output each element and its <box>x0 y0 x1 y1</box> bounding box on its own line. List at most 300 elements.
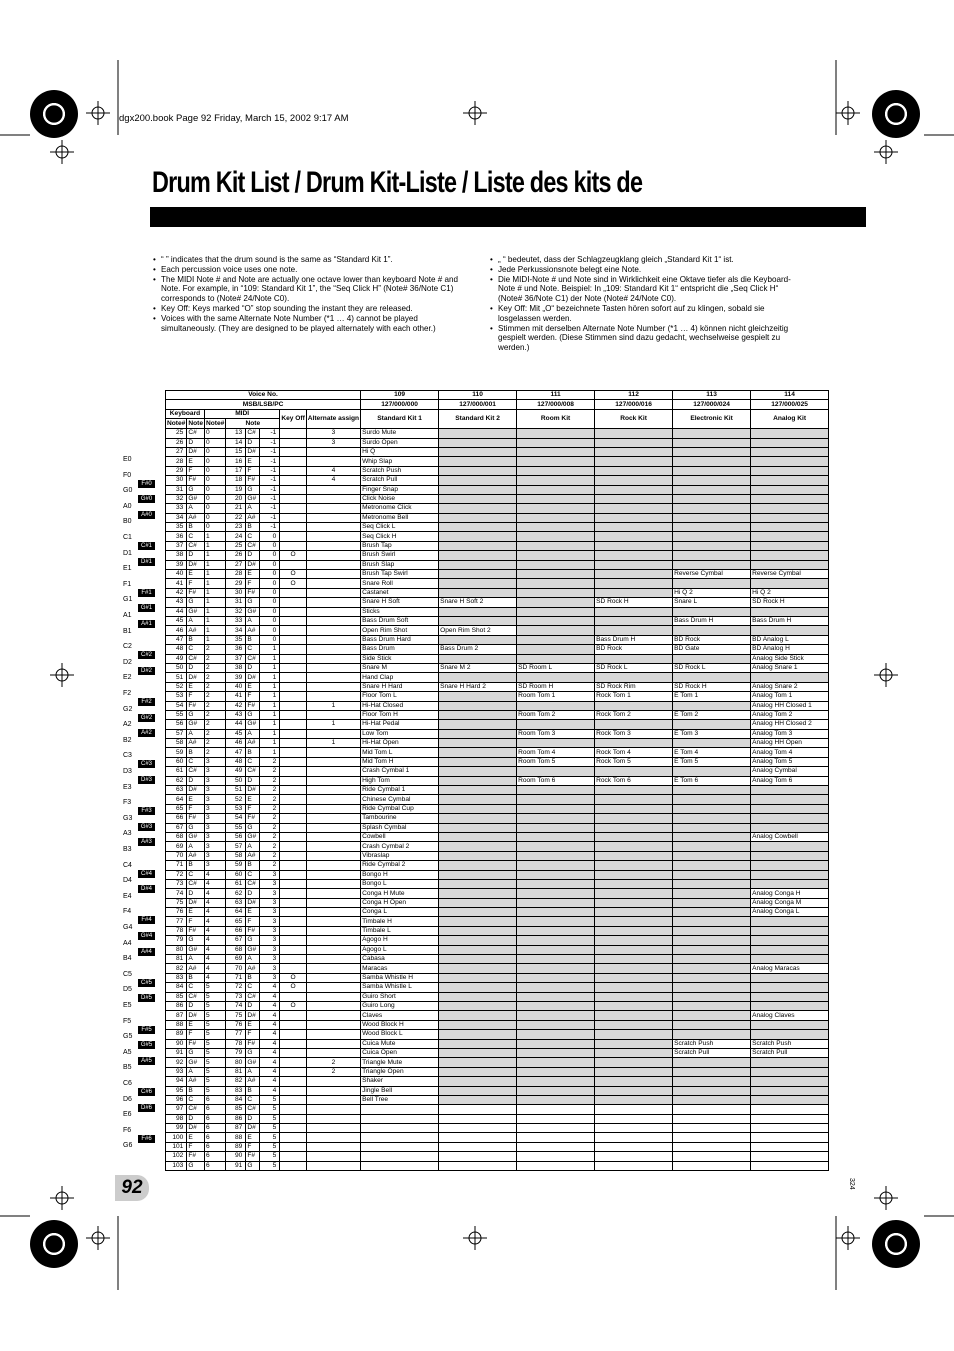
white-key-label: B1 <box>123 627 132 635</box>
table-cell <box>306 1002 360 1011</box>
kit-voice <box>439 786 517 795</box>
kit-voice <box>673 908 751 917</box>
white-key-label: F5 <box>123 1017 132 1025</box>
kit-voice <box>751 466 829 475</box>
kit-voice <box>439 964 517 973</box>
kit-voice: Snare L <box>673 598 751 607</box>
note-item: • Key Off: Mit „O“ bezeichnete Tasten hören sofort auf zu klingen, sobald sie losgelassen werden. <box>490 304 800 324</box>
white-key-label: D3 <box>123 768 132 775</box>
table-cell: 3 <box>204 823 225 832</box>
kit-voice <box>439 476 517 485</box>
table-cell: 92 <box>166 1058 187 1067</box>
kit-voice <box>439 767 517 776</box>
table-cell <box>306 917 360 926</box>
table-cell <box>280 1039 306 1048</box>
kit-109-voice: Bongo H <box>361 870 439 879</box>
table-cell: 56 <box>166 720 187 729</box>
note-label: Note <box>226 419 280 429</box>
table-cell: F <box>246 466 260 475</box>
kit-voice <box>673 429 751 438</box>
kit-voice <box>439 1039 517 1048</box>
table-cell <box>306 485 360 494</box>
table-cell: 58 <box>226 851 246 860</box>
table-cell: E <box>187 570 205 579</box>
white-key-label: B0 <box>123 518 132 526</box>
table-row <box>166 748 829 757</box>
kit-109-voice: Whip Slap <box>361 457 439 466</box>
table-cell <box>280 635 306 644</box>
table-cell: 2 <box>204 739 225 748</box>
kit-voice <box>673 964 751 973</box>
table-cell <box>306 842 360 851</box>
table-cell: 5 <box>260 1142 280 1151</box>
kit-voice <box>595 673 673 682</box>
kit-voice <box>439 504 517 513</box>
black-key-label: A#3 <box>138 838 155 846</box>
table-cell: 89 <box>226 1142 246 1151</box>
table-cell <box>306 523 360 532</box>
kit-voice: Scratch Pull <box>673 1048 751 1057</box>
table-cell: 4 <box>260 983 280 992</box>
kit-voice <box>751 1133 829 1142</box>
white-key-label: D4 <box>123 877 132 885</box>
table-row <box>166 823 829 832</box>
table-cell <box>280 1105 306 1114</box>
table-cell: 28 <box>226 570 246 579</box>
table-cell: 2 <box>204 645 225 654</box>
kit-voice: E Tom 6 <box>673 776 751 785</box>
table-cell <box>306 926 360 935</box>
table-cell: 0 <box>204 523 225 532</box>
table-row <box>166 1124 829 1133</box>
table-cell: 4 <box>204 955 225 964</box>
table-cell: 4 <box>260 1048 280 1057</box>
kit-voice <box>673 541 751 550</box>
kit-voice <box>673 823 751 832</box>
table-cell: 1 <box>204 607 225 616</box>
table-row <box>166 457 829 466</box>
table-cell: D# <box>246 786 260 795</box>
kit-voice <box>673 447 751 456</box>
kit-voice <box>517 438 595 447</box>
kit-voice <box>439 1105 517 1114</box>
table-row <box>166 1114 829 1123</box>
table-cell: 3 <box>260 973 280 982</box>
kit-109-voice: Bass Drum <box>361 645 439 654</box>
notes-english <box>153 255 463 333</box>
table-cell: D <box>187 551 205 560</box>
table-cell <box>280 917 306 926</box>
kit-voice <box>517 532 595 541</box>
kit-voice <box>517 832 595 841</box>
kit-voice <box>751 429 829 438</box>
table-row <box>166 832 829 841</box>
kit-109-voice: Chinese Cymbal <box>361 795 439 804</box>
table-cell: 16 <box>226 457 246 466</box>
kit-voice: Snare H Soft 2 <box>439 598 517 607</box>
table-cell: 4 <box>260 1086 280 1095</box>
table-row <box>166 795 829 804</box>
table-cell: 3 <box>204 804 225 813</box>
kit-voice <box>517 598 595 607</box>
table-cell: 3 <box>260 955 280 964</box>
white-key-label: F4 <box>123 908 132 916</box>
kit-voice <box>751 541 829 550</box>
kit-voice <box>751 504 829 513</box>
table-cell: 5 <box>260 1124 280 1133</box>
table-row <box>166 767 829 776</box>
kit-voice <box>517 1124 595 1133</box>
table-cell <box>306 560 360 569</box>
table-cell: 91 <box>166 1048 187 1057</box>
kit-voice: Rock Tom 1 <box>595 692 673 701</box>
black-key-label: A#5 <box>138 1057 155 1065</box>
kit-109-voice: Crash Cymbal 1 <box>361 767 439 776</box>
kit-voice <box>751 842 829 851</box>
kit-109-voice: Tambourine <box>361 814 439 823</box>
table-cell: F# <box>246 476 260 485</box>
table-cell: 40 <box>166 570 187 579</box>
kit-voice: Room Tom 3 <box>517 729 595 738</box>
kit-voice <box>517 1161 595 1170</box>
table-cell: 52 <box>226 795 246 804</box>
table-cell <box>306 1105 360 1114</box>
table-cell: 58 <box>166 739 187 748</box>
kit-voice <box>595 983 673 992</box>
kit-109-voice: Low Tom <box>361 729 439 738</box>
white-key-label: A0 <box>123 502 132 510</box>
kit-voice <box>439 955 517 964</box>
table-cell: F <box>246 579 260 588</box>
kit-voice <box>673 983 751 992</box>
table-cell: 2 <box>260 767 280 776</box>
table-cell: 1 <box>260 748 280 757</box>
kit-voice <box>439 748 517 757</box>
table-cell: 2 <box>260 795 280 804</box>
table-cell: D# <box>246 898 260 907</box>
table-cell: F# <box>246 1152 260 1161</box>
page-title: Drum Kit List / Drum Kit-Liste / Liste des kits de <box>152 166 643 199</box>
table-cell: D <box>187 663 205 672</box>
kit-109-voice <box>361 1124 439 1133</box>
table-cell: 3 <box>260 889 280 898</box>
table-cell: 0 <box>260 598 280 607</box>
table-cell <box>306 1152 360 1161</box>
table-cell: A <box>187 504 205 513</box>
kit-voice <box>439 588 517 597</box>
kit-109-voice: Hi-Hat Closed <box>361 701 439 710</box>
table-cell <box>306 551 360 560</box>
kit-voice <box>517 607 595 616</box>
kit-109-voice: Hand Clap <box>361 673 439 682</box>
table-cell: 53 <box>226 804 246 813</box>
kit-voice <box>595 1105 673 1114</box>
table-row <box>166 945 829 954</box>
table-row <box>166 635 829 644</box>
table-cell: E <box>187 1020 205 1029</box>
white-key-label: C4 <box>123 861 132 869</box>
kit-voice: Rock Tom 6 <box>595 776 673 785</box>
table-cell: 3 <box>260 926 280 935</box>
table-cell: 49 <box>226 767 246 776</box>
table-cell: F# <box>246 926 260 935</box>
kit-voice <box>439 926 517 935</box>
kit-voice: SD Room L <box>517 663 595 672</box>
kit-voice <box>517 504 595 513</box>
kit-voice <box>517 842 595 851</box>
table-cell: 3 <box>204 861 225 870</box>
table-cell: B <box>187 748 205 757</box>
table-cell: 6 <box>204 1124 225 1133</box>
kit-voice <box>751 795 829 804</box>
kit-voice <box>439 1020 517 1029</box>
table-cell <box>280 1058 306 1067</box>
table-cell: 70 <box>166 851 187 860</box>
kit-109-voice: Cabasa <box>361 955 439 964</box>
kit-number: 113 <box>673 391 751 400</box>
table-cell: -1 <box>260 494 280 503</box>
table-cell: 0 <box>204 476 225 485</box>
table-cell: 5 <box>204 1086 225 1095</box>
table-cell: 5 <box>260 1161 280 1170</box>
table-row <box>166 898 829 907</box>
table-cell: 14 <box>226 438 246 447</box>
kit-voice <box>595 551 673 560</box>
table-cell: 84 <box>226 1095 246 1104</box>
kit-voice <box>673 1058 751 1067</box>
table-cell: E <box>187 682 205 691</box>
table-cell <box>306 973 360 982</box>
kit-109-voice: Cuica Mute <box>361 1039 439 1048</box>
kit-voice <box>673 1086 751 1095</box>
kit-voice <box>595 701 673 710</box>
table-cell: 1 <box>260 645 280 654</box>
kit-109-voice: Triangle Open <box>361 1067 439 1076</box>
table-cell: 1 <box>260 673 280 682</box>
kit-voice <box>439 814 517 823</box>
kit-voice <box>751 1152 829 1161</box>
table-cell: 70 <box>226 964 246 973</box>
table-cell: 86 <box>166 1002 187 1011</box>
table-cell: F# <box>246 588 260 597</box>
kit-voice: SD Rock H <box>595 598 673 607</box>
table-row <box>166 616 829 625</box>
table-cell: E <box>246 1133 260 1142</box>
kit-109-voice: Cowbell <box>361 832 439 841</box>
table-row <box>166 1048 829 1057</box>
table-cell: 3 <box>260 870 280 879</box>
table-cell: 0 <box>260 626 280 635</box>
kit-voice <box>751 476 829 485</box>
table-cell: A# <box>246 626 260 635</box>
kit-voice <box>751 1020 829 1029</box>
table-cell: A# <box>187 964 205 973</box>
table-cell: B <box>246 523 260 532</box>
kit-voice <box>751 457 829 466</box>
table-cell: 2 <box>204 663 225 672</box>
kit-voice <box>673 607 751 616</box>
table-cell <box>280 532 306 541</box>
kit-voice <box>751 973 829 982</box>
kit-voice <box>439 485 517 494</box>
table-cell: 63 <box>226 898 246 907</box>
table-cell: 26 <box>166 438 187 447</box>
kit-voice: Analog Tom 5 <box>751 757 829 766</box>
kit-voice <box>517 447 595 456</box>
kit-voice <box>595 964 673 973</box>
kit-voice <box>517 879 595 888</box>
table-cell <box>306 936 360 945</box>
table-row <box>166 447 829 456</box>
table-row <box>166 494 829 503</box>
table-cell: 17 <box>226 466 246 475</box>
table-cell: A# <box>187 626 205 635</box>
table-cell <box>280 429 306 438</box>
table-cell <box>280 964 306 973</box>
kit-109-voice: Wood Block H <box>361 1020 439 1029</box>
table-cell: 39 <box>226 673 246 682</box>
white-key-label: G2 <box>123 705 133 713</box>
table-cell: 4 <box>204 945 225 954</box>
kit-109-voice: Samba Whistle H <box>361 973 439 982</box>
kit-voice: Hi Q 2 <box>673 588 751 597</box>
table-cell: 28 <box>166 457 187 466</box>
table-cell: G <box>187 710 205 719</box>
kit-109-voice <box>361 1114 439 1123</box>
table-cell: B <box>187 861 205 870</box>
table-cell <box>306 1086 360 1095</box>
table-row <box>166 870 829 879</box>
kit-voice <box>751 1161 829 1170</box>
white-key-label: C1 <box>123 534 132 541</box>
table-cell: 3 <box>204 776 225 785</box>
kit-voice <box>517 673 595 682</box>
table-cell <box>306 1133 360 1142</box>
table-cell: 4 <box>204 870 225 879</box>
kit-voice <box>439 1142 517 1151</box>
kit-voice <box>751 626 829 635</box>
table-cell: A <box>246 842 260 851</box>
table-row <box>166 1105 829 1114</box>
table-cell: 1 <box>204 626 225 635</box>
kit-voice <box>439 945 517 954</box>
kit-voice <box>751 438 829 447</box>
table-row <box>166 983 829 992</box>
white-key-label: A4 <box>123 939 132 947</box>
table-cell <box>280 494 306 503</box>
kit-voice <box>673 889 751 898</box>
table-cell: 57 <box>166 729 187 738</box>
table-cell: E <box>246 795 260 804</box>
table-cell: 88 <box>166 1020 187 1029</box>
table-cell: E <box>187 908 205 917</box>
black-key-label: F#4 <box>138 916 155 924</box>
table-cell <box>280 786 306 795</box>
white-key-label: G5 <box>123 1033 133 1041</box>
table-cell: C <box>187 870 205 879</box>
table-cell: C# <box>187 879 205 888</box>
table-cell: 1 <box>204 570 225 579</box>
kit-voice <box>439 1086 517 1095</box>
table-cell <box>306 692 360 701</box>
kit-109-voice: Sticks <box>361 607 439 616</box>
table-cell: G# <box>246 832 260 841</box>
kit-number: 110 <box>439 391 517 400</box>
white-key-label: E4 <box>123 892 132 900</box>
kit-voice <box>517 466 595 475</box>
kit-voice <box>439 429 517 438</box>
kit-voice <box>439 757 517 766</box>
table-cell <box>306 776 360 785</box>
kit-voice: Rock Tom 2 <box>595 710 673 719</box>
table-cell: G <box>187 598 205 607</box>
white-key-label: C2 <box>123 643 132 651</box>
table-cell <box>280 992 306 1001</box>
table-cell: G <box>246 936 260 945</box>
table-cell: -1 <box>260 523 280 532</box>
kit-voice <box>751 513 829 522</box>
note-item: • Each percussion voice uses one note. <box>153 265 463 275</box>
kit-voice <box>595 1133 673 1142</box>
table-cell <box>280 645 306 654</box>
table-row <box>166 1152 829 1161</box>
table-cell: 3 <box>260 936 280 945</box>
table-row <box>166 1161 829 1170</box>
kit-voice <box>517 1095 595 1104</box>
table-cell: 60 <box>166 757 187 766</box>
white-key-label: A2 <box>123 721 132 729</box>
kit-109-voice: Hi Q <box>361 447 439 456</box>
msb-label: MSB/LSB/PC <box>166 400 361 409</box>
black-key-label: G#2 <box>138 714 155 722</box>
table-cell: 95 <box>166 1086 187 1095</box>
kit-voice <box>673 832 751 841</box>
table-cell: C# <box>187 541 205 550</box>
table-cell: 0 <box>204 438 225 447</box>
table-cell: 2 <box>260 804 280 813</box>
kit-voice <box>751 945 829 954</box>
white-key-label: C6 <box>123 1080 132 1087</box>
table-cell: 38 <box>226 663 246 672</box>
kit-voice <box>673 1002 751 1011</box>
kit-voice <box>439 438 517 447</box>
table-cell <box>280 1048 306 1057</box>
kit-voice <box>673 476 751 485</box>
table-cell: 61 <box>226 879 246 888</box>
table-cell: D# <box>246 447 260 456</box>
table-cell: 21 <box>226 504 246 513</box>
kit-name: Rock Kit <box>595 409 673 428</box>
table-cell: D <box>246 551 260 560</box>
table-cell: 3 <box>204 786 225 795</box>
table-cell <box>280 795 306 804</box>
table-cell <box>306 570 360 579</box>
kit-voice <box>673 879 751 888</box>
table-cell: 62 <box>226 889 246 898</box>
white-key-label: C5 <box>123 970 132 978</box>
kit-voice <box>595 1067 673 1076</box>
table-cell <box>280 598 306 607</box>
table-row <box>166 1039 829 1048</box>
kit-voice: BD Gate <box>673 645 751 654</box>
table-cell: 39 <box>166 560 187 569</box>
kit-voice <box>439 1048 517 1057</box>
kit-109-voice: Floor Tom L <box>361 692 439 701</box>
kit-voice <box>517 992 595 1001</box>
table-cell: C# <box>187 654 205 663</box>
kit-voice <box>517 551 595 560</box>
table-cell: 35 <box>166 523 187 532</box>
